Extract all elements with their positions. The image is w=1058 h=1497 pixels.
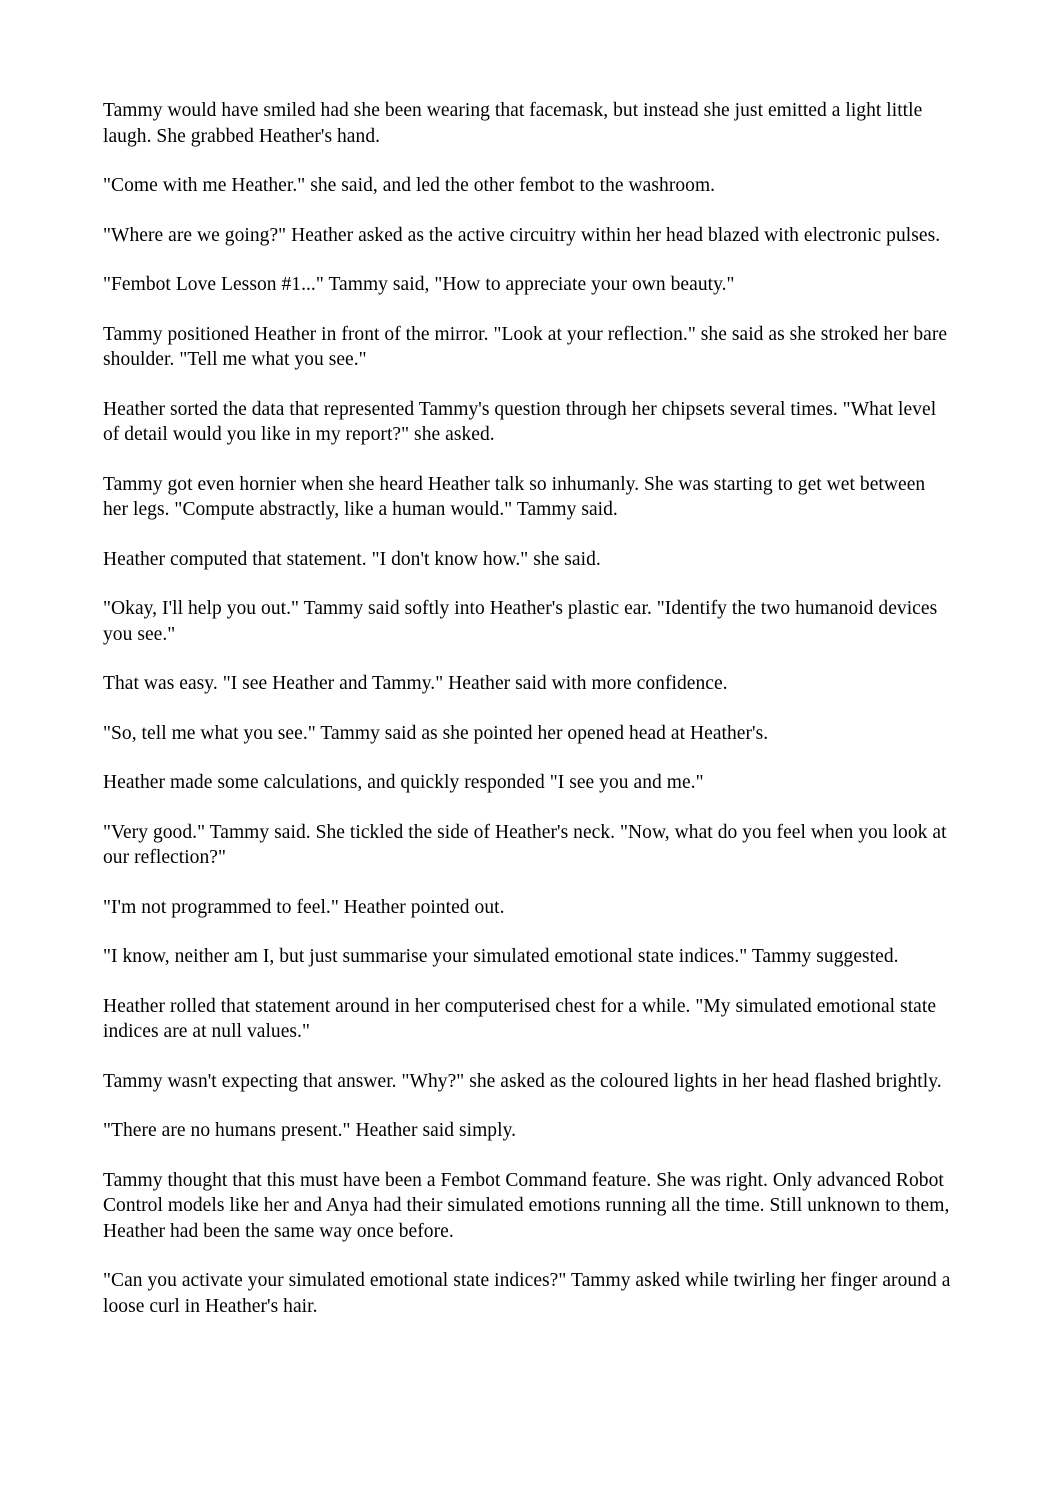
- document-body: [103, 98, 955, 1319]
- paragraph: "Okay, I'll help you out." Tammy said softly into Heather's plastic ear. "Identify the two humanoid devices you see.": [103, 598, 938, 645]
- paragraph: Tammy would have smiled had she been wearing that facemask, but instead she just emitted a light little laugh. She grabbed Heather's hand.: [103, 100, 923, 147]
- paragraph: Tammy got even hornier when she heard Heather talk so inhumanly. She was starting to get wet between her legs. "Compute abstractly, like a human would." Tammy said.: [103, 473, 926, 520]
- paragraph: That was easy. "I see Heather and Tammy." Heather said with more confidence.: [103, 673, 728, 694]
- paragraph: Tammy wasn't expecting that answer. "Why?" she asked as the coloured lights in her head flashed brightly.: [103, 1070, 942, 1092]
- paragraph: "I know, neither am I, but just summarise your simulated emotional state indices." Tammy suggested.: [103, 946, 899, 967]
- paragraph: Heather rolled that statement around in her computerised chest for a while. "My simulated emotional state indices are at null values.": [103, 995, 937, 1042]
- paragraph: "Very good." Tammy said. She tickled the side of Heather's neck. "Now, what do you feel when you look at our reflection?": [103, 821, 947, 868]
- paragraph: Heather computed that statement. "I don't know how." she said.: [103, 548, 601, 570]
- paragraph: "I'm not programmed to feel." Heather pointed out.: [103, 896, 505, 918]
- paragraph: "Come with me Heather." she said, and led the other fembot to the washroom.: [103, 175, 716, 196]
- paragraph: Tammy thought that this must have been a Fembot Command feature. She was right. Only advanced Robot Control models like her and Anya had their simulated emotions running all the time. Still unknown to them, Heather had been the same way once before.: [103, 1169, 950, 1242]
- paragraph: Heather made some calculations, and quickly responded "I see you and me.": [103, 772, 704, 793]
- paragraph: "Fembot Love Lesson #1..." Tammy said, "How to appreciate your own beauty.": [103, 274, 735, 295]
- paragraph: "So, tell me what you see." Tammy said as she pointed her opened head at Heather's.: [103, 722, 769, 744]
- paragraph: "There are no humans present." Heather said simply.: [103, 1120, 517, 1141]
- paragraph: "Where are we going?" Heather asked as the active circuitry within her head blazed with electronic pulses.: [103, 224, 941, 246]
- paragraph: "Can you activate your simulated emotional state indices?" Tammy asked while twirling her finger around a loose curl in Heather's hair.: [103, 1270, 951, 1317]
- paragraph: Heather sorted the data that represented Tammy's question through her chipsets several times. "What level of detail would you like in my report?" she asked.: [103, 398, 937, 445]
- paragraph: Tammy positioned Heather in front of the mirror. "Look at your reflection." she said as she stroked her bare shoulder. "Tell me what you see.": [103, 323, 948, 370]
